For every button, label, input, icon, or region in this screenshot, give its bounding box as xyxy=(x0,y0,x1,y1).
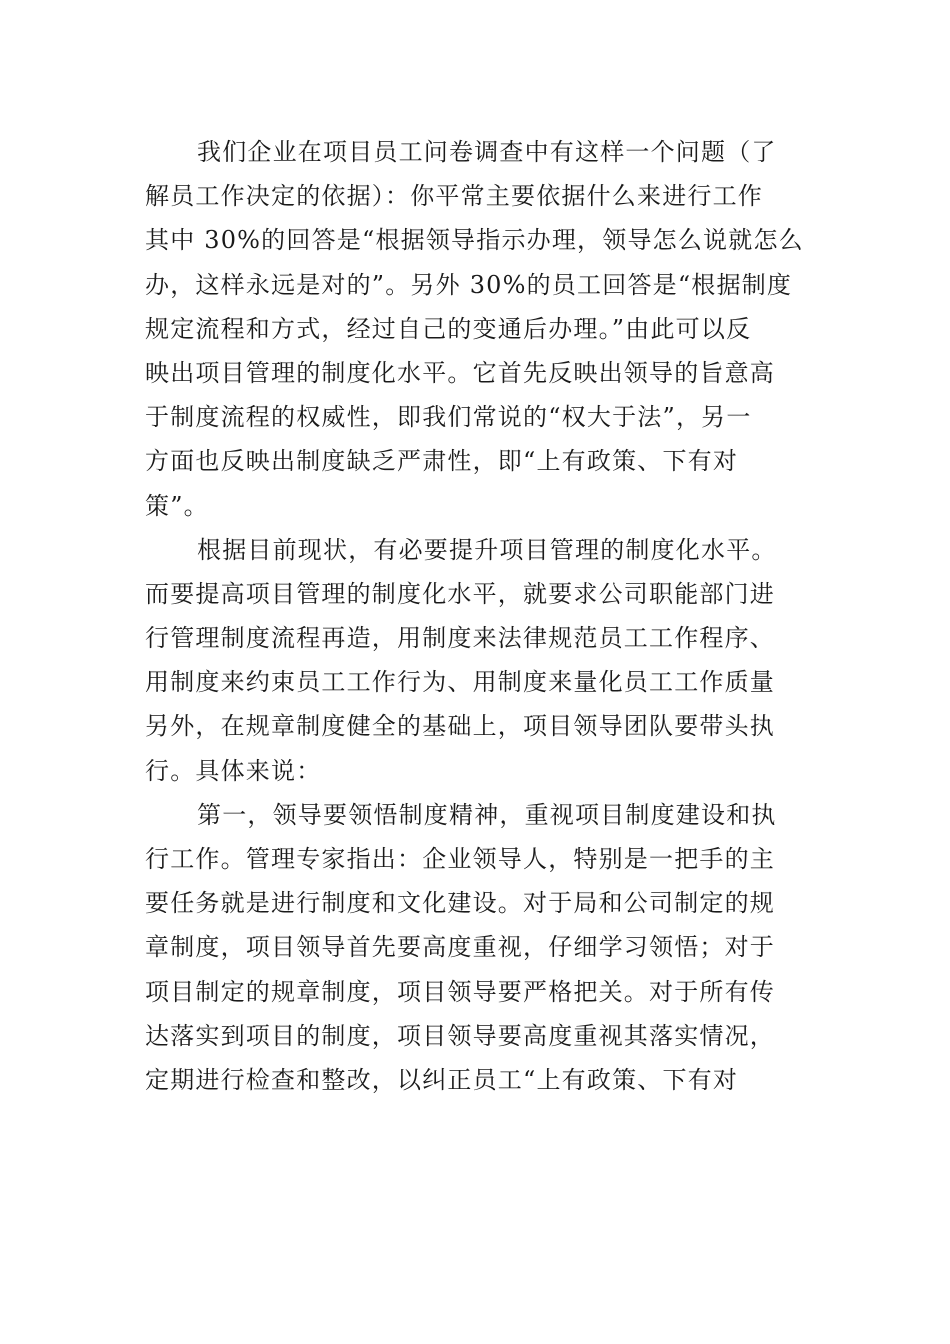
paragraph-1-line-6: 映出项目管理的制度化水平。它首先反映出领导的旨意高 xyxy=(145,358,775,387)
paragraph-2-line-3: 行管理制度流程再造，用制度来法律规范员工工作程序、 xyxy=(145,624,775,653)
paragraph-2-line-4: 用制度来约束员工工作行为、用制度来量化员工工作质量 xyxy=(145,668,775,697)
paragraph-3-line-4: 章制度，项目领导首先要高度重视，仔细学习领悟；对于 xyxy=(145,933,775,962)
paragraph-1-line-9: 策”。 xyxy=(145,491,209,520)
paragraph-2-line-1: 根据目前现状，有必要提升项目管理的制度化水平。 xyxy=(197,535,777,564)
paragraph-2-line-2: 而要提高项目管理的制度化水平，就要求公司职能部门进 xyxy=(145,579,775,608)
paragraph-1-line-1: 我们企业在项目员工问卷调查中有这样一个问题（了 xyxy=(197,138,777,166)
paragraph-3-line-2: 行工作。管理专家指出：企业领导人，特别是一把手的主 xyxy=(145,845,775,873)
paragraph-1-line-4: 办，这样永远是对的”。另外 30%的员工回答是“根据制度 xyxy=(145,270,793,299)
paragraph-2-line-6: 行。具体来说： xyxy=(145,756,322,785)
paragraph-2-line-5: 另外，在规章制度健全的基础上，项目领导团队要带头执 xyxy=(145,712,775,741)
paragraph-1-line-2: 解员工作决定的依据）：你平常主要依据什么来进行工作 xyxy=(145,182,763,211)
paragraph-1-line-7: 于制度流程的权威性，即我们常说的“权大于法”，另一 xyxy=(145,403,752,432)
body-text xyxy=(145,130,810,1102)
paragraph-3-line-5: 项目制定的规章制度，项目领导要严格把关。对于所有传 xyxy=(145,977,775,1006)
paragraph-3-line-7: 定期进行检查和整改，以纠正员工“上有政策、下有对 xyxy=(145,1065,739,1094)
paragraph-1-line-8: 方面也反映出制度缺乏严肃性，即“上有政策、下有对 xyxy=(145,447,739,476)
paragraph-3-line-6: 达落实到项目的制度，项目领导要高度重视其落实情况， xyxy=(145,1021,775,1050)
paragraph-3-line-1: 第一，领导要领悟制度精神，重视项目制度建设和执 xyxy=(197,800,777,829)
paragraph-1-line-3: 其中 30%的回答是“根据领导指示办理，领导怎么说就怎么 xyxy=(145,226,804,255)
paragraph-1-line-5: 规定流程和方式，经过自己的变通后办理。”由此可以反 xyxy=(145,314,752,343)
paragraph-3-line-3: 要任务就是进行制度和文化建设。对于局和公司制定的规 xyxy=(145,889,775,918)
